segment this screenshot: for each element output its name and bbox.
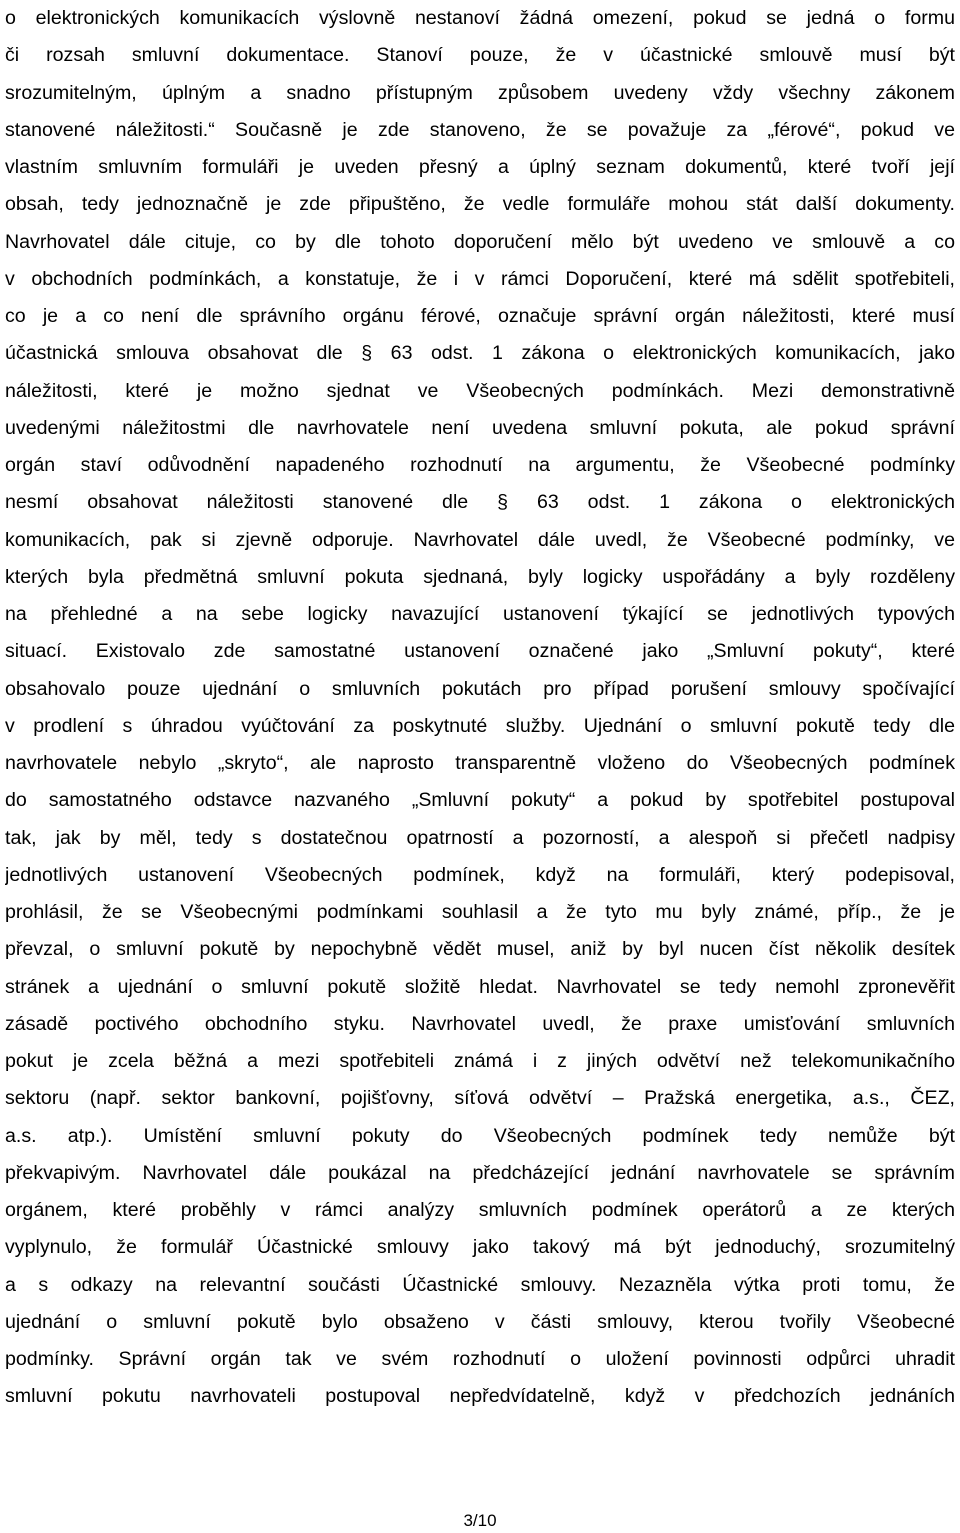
text-line: vyplynulo, že formulář Účastnické smlouvy jako takový má být jednoduchý, srozumitelný	[5, 1236, 955, 1259]
text-line: co je a co není dle správního orgánu férové, označuje správní orgán náležitosti, které musí	[5, 305, 955, 327]
text-line: stránek a ujednání o smluvní pokutě složitě hledat. Navrhovatel se tedy nemohl zpronevěřit	[5, 975, 955, 998]
text-line: ujednání o smluvní pokutě bylo obsaženo v části smlouvy, kterou tvořily Všeobecné	[5, 1310, 955, 1333]
text-line: náležitosti, které je možno sjednat ve Všeobecných podmínkách. Mezi demonstrativně	[5, 379, 955, 402]
text-line: překvapivým. Navrhovatel dále poukázal na předcházející jednání navrhovatele se správním	[5, 1161, 955, 1184]
text-line: podmínky. Správní orgán tak ve svém rozhodnutí o uložení povinnosti odpůrci uhradit	[5, 1348, 955, 1370]
text-line: zásadě poctivého obchodního styku. Navrhovatel uvedl, že praxe umisťování smluvních	[5, 1012, 955, 1035]
text-line: smluvní pokutu navrhovateli postupoval nepředvídatelně, když v předchozích jednáních	[5, 1385, 955, 1408]
text-line: na přehledné a na sebe logicky navazující ustanovení týkající se jednotlivých typových	[5, 603, 955, 625]
text-line: kterých byla předmětná smluvní pokuta sjednaná, byly logicky uspořádány a byly rozděleny	[5, 565, 955, 588]
text-line: a s odkazy na relevantní součásti Účastnické smlouvy. Nezazněla výtka proti tomu, že	[5, 1273, 955, 1296]
text-line: převzal, o smluvní pokutě by nepochybně vědět musel, aniž by byl nucen číst několik desítek	[5, 938, 955, 961]
text-line: obsahovalo pouze ujednání o smluvních pokutách pro případ porušení smlouvy spočívající	[5, 677, 955, 700]
text-line: v obchodních podmínkách, a konstatuje, že i v rámci Doporučení, které má sdělit spotřebiteli,	[5, 267, 955, 290]
text-line: komunikacích, pak si zjevně odporuje. Navrhovatel dále uvedl, že Všeobecné podmínky, ve	[5, 528, 955, 551]
text-line: orgánem, které proběhly v rámci analýzy smluvních podmínek operátorů a ze kterých	[5, 1199, 955, 1221]
text-line: a.s. atp.). Umístění smluvní pokuty do Všeobecných podmínek tedy nemůže být	[5, 1124, 955, 1147]
text-line: situací. Existovalo zde samostatné ustanovení označené jako „Smluvní pokuty“, které	[5, 640, 955, 663]
text-line: uvedenými náležitostmi dle navrhovatele není uvedena smluvní pokuta, ale pokud správní	[5, 416, 955, 439]
text-line: tak, jak by měl, tedy s dostatečnou opatrností a pozorností, a alespoň si přečetl nadpisy	[5, 826, 955, 849]
text-line: sektoru (např. sektor bankovní, pojišťovny, síťová odvětví – Pražská energetika, a.s., ČEZ,	[5, 1087, 955, 1110]
text-line: do samostatného odstavce nazvaného „Smluvní pokuty“ a pokud by spotřebitel postupoval	[5, 789, 955, 812]
text-line: účastnická smlouva obsahovat dle § 63 odst. 1 zákona o elektronických komunikacích, jako	[5, 342, 955, 365]
text-line: v prodlení s úhradou vyúčtování za poskytnuté služby. Ujednání o smluvní pokutě tedy dle	[5, 714, 955, 737]
text-line: vlastním smluvním formuláři je uveden přesný a úplný seznam dokumentů, které tvoří její	[5, 156, 955, 178]
text-line: navrhovatele nebylo „skryto“, ale naprosto transparentně vloženo do Všeobecných podmínek	[5, 752, 955, 774]
text-line: orgán staví odůvodnění napadeného rozhodnutí na argumentu, že Všeobecné podmínky	[5, 454, 955, 476]
text-line: jednotlivých ustanovení Všeobecných podmínek, když na formuláři, který podepisoval,	[5, 863, 955, 886]
text-line: prohlásil, že se Všeobecnými podmínkami souhlasil a že tyto mu byly známé, příp., že je	[5, 901, 955, 923]
text-line: nesmí obsahovat náležitosti stanovené dle § 63 odst. 1 zákona o elektronických	[5, 491, 955, 514]
text-line: Navrhovatel dále cituje, co by dle tohoto doporučení mělo být uvedeno ve smlouvě a co	[5, 230, 955, 253]
text-line: obsah, tedy jednoznačně je zde připuštěno, že vedle formuláře mohou stát další dokumenty.	[5, 193, 955, 216]
page-number: 3/10	[463, 1511, 497, 1530]
text-line: stanovené náležitosti.“ Současně je zde stanoveno, že se považuje za „férové“, pokud ve	[5, 118, 955, 141]
text-line: o elektronických komunikacích výslovně nestanoví žádná omezení, pokud se jedná o formu	[5, 7, 955, 29]
text-line: či rozsah smluvní dokumentace. Stanoví pouze, že v účastnické smlouvě musí být	[5, 44, 955, 67]
text-line: srozumitelným, úplným a snadno přístupným způsobem uvedeny vždy všechny zákonem	[5, 81, 955, 104]
text-line: pokut je zcela běžná a mezi spotřebiteli známá i z jiných odvětví než telekomunikačního	[5, 1050, 955, 1072]
